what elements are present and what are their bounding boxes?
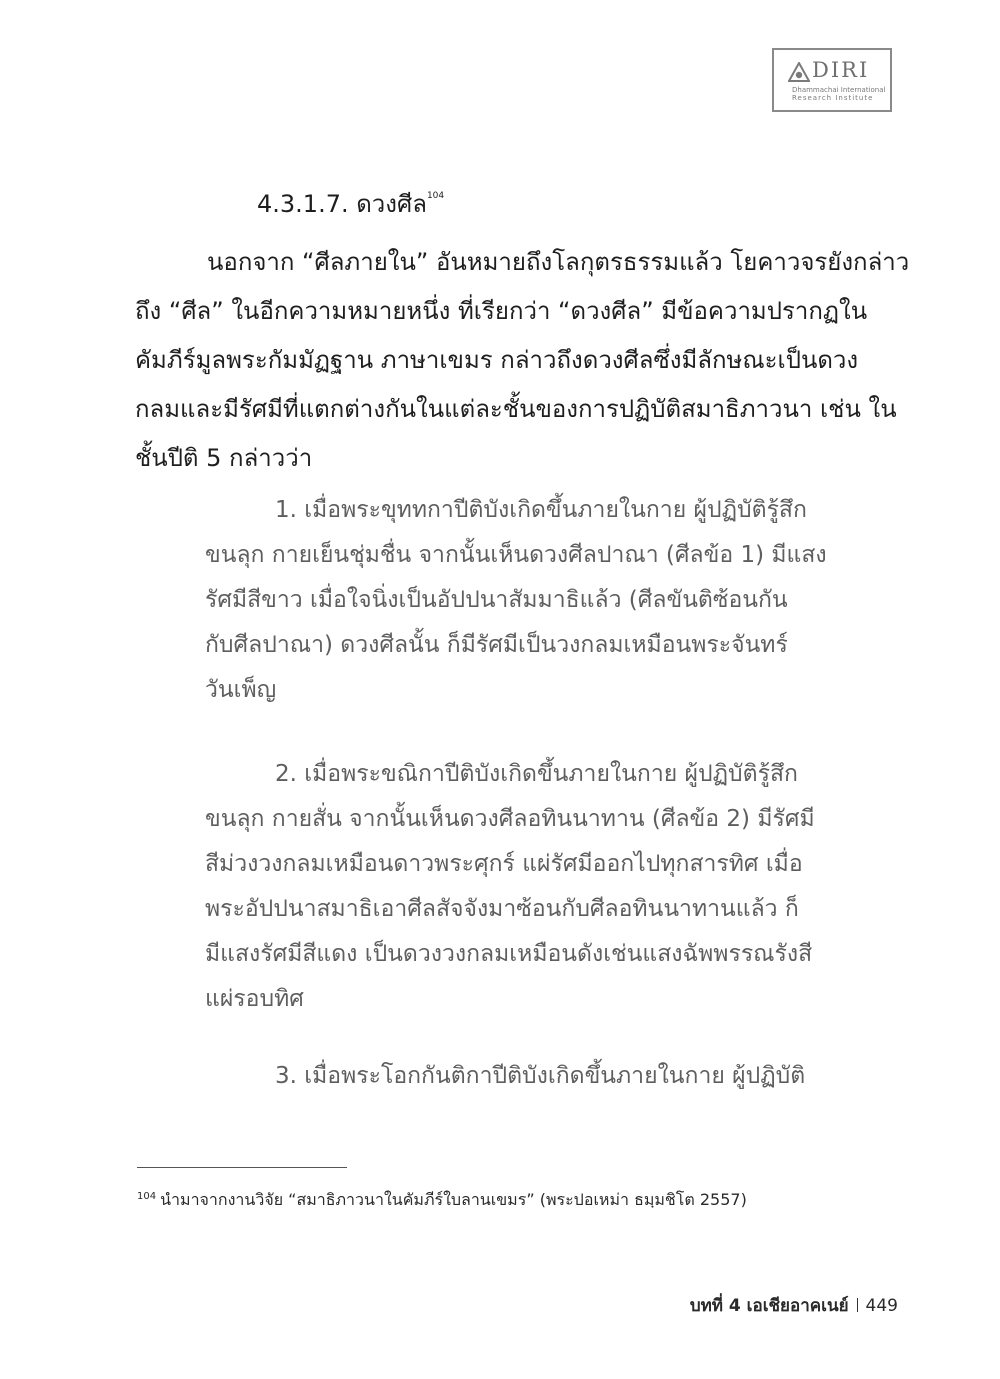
quote-item-2 (205, 752, 835, 1022)
footer-chapter: บทที่ 4 เอเชียอาคเนย์ (689, 1296, 849, 1316)
footnote (137, 1186, 747, 1211)
quote-line: 3. เมื่อพระโอกกันติกาปีติบังเกิดขึ้นภายในกาย ผู้ปฏิบัติ (275, 1063, 806, 1089)
logo-subtitle-line2: Research Institute (792, 94, 874, 102)
section-heading-text: 4.3.1.7. ดวงศีล (257, 190, 427, 218)
footnote-text: นำมาจากงานวิจัย “สมาธิภาวนาในคัมภีร์ใบลานเขมร” (พระปอเหม่า ธมฺมชิโต 2557) (160, 1190, 747, 1209)
quote-line: รัศมีสีขาว เมื่อใจนิ่งเป็นอัปปนาสัมมาธิแล้ว (ศีลขันติซ้อนกัน (205, 587, 788, 613)
footnote-divider (137, 1167, 347, 1168)
dhammachai-triangle-icon (788, 62, 810, 82)
quote-item-3 (205, 1054, 835, 1099)
paragraph-line: ถึง “ศีล” ในอีกความหมายหนึ่ง ที่เรียกว่า “ดวงศีล” มีข้อความปรากฏใน (135, 297, 868, 325)
logo-subtitle-line1: Dhammachai International (792, 86, 886, 94)
quote-line: พระอัปปนาสมาธิเอาศีลสัจจังมาซ้อนกับศีลอทินนาทานแล้ว ก็ (205, 896, 799, 922)
diri-logo (772, 48, 892, 112)
quote-line: วันเพ็ญ (205, 677, 277, 703)
footnote-number: 104 (137, 1191, 157, 1202)
quote-item-1 (205, 488, 835, 713)
paragraph-line: คัมภีร์มูลพระกัมมัฏฐาน ภาษาเขมร กล่าวถึงดวงศีลซึ่งมีลักษณะเป็นดวง (135, 346, 859, 374)
paragraph-line: กลมและมีรัศมีที่แตกต่างกันในแต่ละชั้นของการปฏิบัติสมาธิภาวนา เช่น ใน (135, 395, 897, 423)
body-paragraph (135, 238, 910, 483)
logo-brand: DIRI (812, 58, 870, 82)
section-heading (257, 180, 444, 220)
quote-line: ขนลุก กายเย็นชุ่มชื่น จากนั้นเห็นดวงศีลปาณา (ศีลข้อ 1) มีแสง (205, 542, 827, 568)
quote-line: 1. เมื่อพระขุททกาปีติบังเกิดขึ้นภายในกาย ผู้ปฏิบัติรู้สึก (275, 497, 807, 523)
quote-line: 2. เมื่อพระขณิกาปีติบังเกิดขึ้นภายในกาย ผู้ปฏิบัติรู้สึก (275, 761, 798, 787)
quote-line: ขนลุก กายสั่น จากนั้นเห็นดวงศีลอทินนาทาน (ศีลข้อ 2) มีรัศมี (205, 806, 815, 832)
quote-line: มีแสงรัศมีสีแดง เป็นดวงวงกลมเหมือนดังเช่นแสงฉัพพรรณรังสี (205, 941, 813, 967)
quote-line: สีม่วงวงกลมเหมือนดาวพระศุกร์ แผ่รัศมีออกไปทุกสารทิศ เมื่อ (205, 851, 803, 877)
paragraph-line: นอกจาก “ศีลภายใน” อันหมายถึงโลกุตรธรรมแล้ว โยคาวจรยังกล่าว (207, 248, 910, 276)
heading-footnote-ref: 104 (426, 191, 445, 201)
page-footer (650, 1294, 898, 1318)
page-number: 449 (865, 1296, 898, 1316)
quote-line: กับศีลปาณา) ดวงศีลนั้น ก็มีรัศมีเป็นวงกลมเหมือนพระจันทร์ (205, 632, 788, 658)
quote-line: แผ่รอบทิศ (205, 986, 304, 1012)
paragraph-line: ชั้นปีติ 5 กล่าวว่า (135, 444, 313, 472)
footer-separator (857, 1298, 858, 1312)
